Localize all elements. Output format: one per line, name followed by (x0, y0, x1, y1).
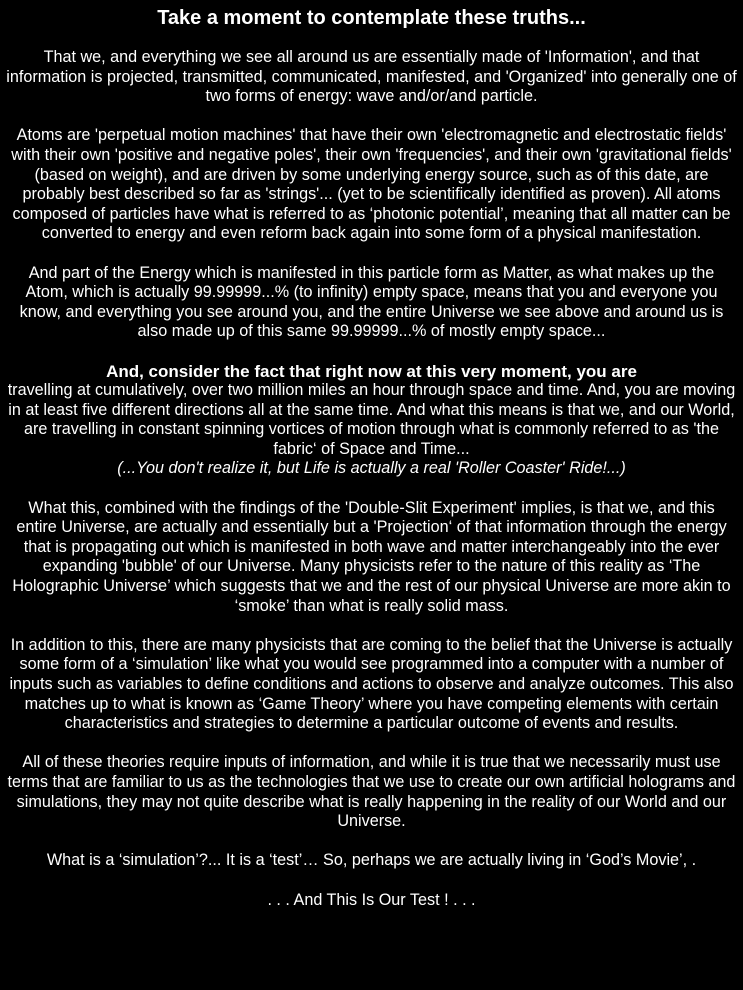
paragraph-atoms: Atoms are 'perpetual motion machines' that have their own 'electromagnetic and electrostatic fields' with their own 'positive and negative poles', their own 'frequencies', and their own 'gravitational fields' (based on weight), and are driven by some underlying energy source, such as of this date, are probably best described so far as 'strings'... (yet to be scientifically identified as proven). All atoms composed of particles have what is referred to as ‘photonic potential’, meaning that all matter can be converted to energy and even reform back again into some form of a physical manifestation. (11, 126, 732, 243)
paragraph-motion-body: travelling at cumulatively, over two million miles an hour through space and time. And, you are moving in at least five different directions all at the same time. And what this means is that we, and our World, are travelling in constant spinning vortices of motion through what is commonly referred to as 'the fabric‘ of Space and Time... (7, 381, 736, 458)
paragraph-motion-lead: And, consider the fact that right now at this very moment, you are (106, 361, 637, 381)
page-title: Take a moment to contemplate these truths... (157, 7, 586, 29)
closing-line: . . . And This Is Our Test ! . . . (267, 890, 476, 909)
paragraph-test-question: What is a ‘simulation’?... It is a ‘test’… So, perhaps we are actually living in ‘God’s Movie’, . (46, 851, 697, 870)
paragraph-motion (6, 362, 737, 480)
paragraph-information: That we, and everything we see all around us are essentially made of 'Information', and that information is projected, transmitted, communicated, manifested, and 'Organized' into generally one of two forms of energy: wave and/or/and particle. (6, 48, 737, 106)
paragraph-holographic: What this, combined with the findings of the 'Double-Slit Experiment' implies, is that we, and this entire Universe, are actually and essentially but a 'Projection‘ of that information through the energy that is propagating out which is manifested in both wave and matter interchangeably into the ever expanding 'bubble' of our Universe. Many physicists refer to the nature of this reality as ‘The Holographic Universe’ which suggests that we and the rest of our physical Universe are more akin to ‘smoke’ than what is really solid mass. (12, 498, 731, 615)
paragraph-theories: All of these theories require inputs of information, and while it is true that we necessarily must use terms that are familiar to us as the technologies that we use to create our own artificial holograms and simulations, they may not quite describe what is really happening in the reality of our World and our Universe. (7, 753, 736, 831)
paragraph-motion-aside: (...You don't realize it, but Life is actually a real 'Roller Coaster' Ride!...) (117, 459, 626, 478)
paragraph-simulation: In addition to this, there are many physicists that are coming to the belief that the Universe is actually some form of a ‘simulation’ like what you would see programmed into a computer with a number of inputs such as variables to define conditions and actions to observe and analyze outcomes. This also matches up to what is known as ‘Game Theory’ where you have competing elements with certain characteristics and strategies to determine a particular outcome of events and results. (9, 635, 734, 733)
paragraph-empty-space: And part of the Energy which is manifested in this particle form as Matter, as what makes up the Atom, which is actually 99.99999...% (to infinity) empty space, means that you and everyone you know, and everything you see around you, and the entire Universe we see above and around us is also made up of this same 99.99999...% of mostly empty space... (19, 263, 724, 341)
